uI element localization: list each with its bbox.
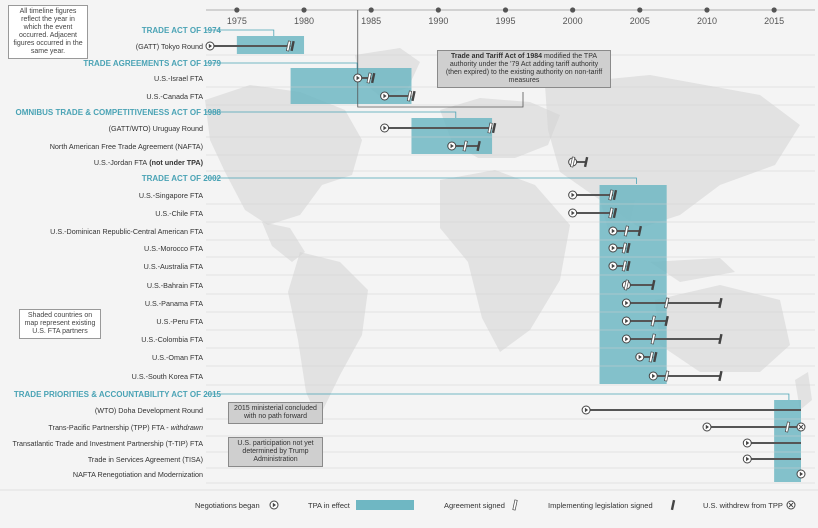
x-axis-tick-dot [503, 7, 508, 12]
row-label: U.S.-Morocco FTA [144, 244, 203, 253]
legend-negotiations-label: Negotiations began [195, 501, 260, 510]
row-label: U.S.-Panama FTA [144, 299, 203, 308]
heading-connector [206, 112, 456, 118]
callout-text: modified the TPA authority under the '79 Act adding tariff authority (then expired) to the existing authority on non-tariff measures [445, 53, 603, 84]
row-label: (WTO) Doha Development Round [94, 406, 203, 415]
x-axis-tick-dot [637, 7, 642, 12]
row-label: (GATT) Tokyo Round [135, 42, 203, 51]
row-label: U.S.-Colombia FTA [141, 335, 203, 344]
x-axis-tick-label: 1985 [361, 16, 382, 26]
x-axis-tick-label: 2010 [696, 16, 717, 26]
heading-connector [206, 178, 636, 184]
x-axis-tick-dot [704, 7, 709, 12]
row-label: U.S.-Oman FTA [152, 353, 203, 362]
row-label: Transatlantic Trade and Investment Partnership (T-TIP) FTA [12, 439, 203, 448]
doha-note: 2015 ministerial concluded with no path forward [228, 402, 323, 424]
shaded-countries-note: Shaded countries on map represent existing U.S. FTA partners [19, 309, 101, 339]
row-label: U.S.-Peru FTA [156, 317, 203, 326]
row-label: U.S.-Bahrain FTA [146, 281, 203, 290]
row-label: U.S.-Israel FTA [154, 74, 203, 83]
ttip-note: U.S. participation not yet determined by Trump Administration [228, 437, 323, 467]
legend-signed-label: Agreement signed [444, 501, 505, 510]
implementing-legislation-marker [411, 91, 415, 101]
x-axis-tick-label: 1990 [428, 16, 449, 26]
x-axis-tick-dot [772, 7, 777, 12]
row-label: North American Free Trade Agreement (NAFTA) [49, 142, 203, 151]
x-axis-tick-label: 2015 [764, 16, 785, 26]
row-label: U.S.-Singapore FTA [138, 191, 203, 200]
trade-tariff-act-1984-callout [437, 50, 611, 88]
row-label: Trans-Pacific Partnership (TPP) FTA - withdrawn [48, 423, 203, 432]
row-label: U.S.-Jordan FTA (not under TPA) [93, 158, 203, 167]
act-heading: OMNIBUS TRADE & COMPETITIVENESS ACT OF 1988 [15, 108, 221, 117]
legend-tpa-swatch [356, 500, 414, 510]
x-axis-tick-dot [436, 7, 441, 12]
x-axis-tick-dot [369, 7, 374, 12]
x-axis-tick-dot [301, 7, 306, 12]
timeline-note: All timeline figures reflect the year in which the event occurred. Adjacent figures occurred in the same year. [8, 5, 88, 59]
legend-signed-marker [513, 500, 517, 510]
legend-implementing-marker [671, 500, 675, 510]
legend-tpa-label: TPA in effect [308, 501, 350, 510]
x-axis-tick-label: 1975 [226, 16, 247, 26]
row-label: U.S.-Chile FTA [155, 209, 203, 218]
tpa-period-1 [291, 68, 412, 104]
legend-implementing-label: Implementing legislation signed [548, 501, 653, 510]
callout-bold-text: Trade and Tariff Act of 1984 [450, 53, 543, 60]
x-axis-tick-dot [570, 7, 575, 12]
heading-connector [206, 394, 789, 400]
row-label-suffix: (not under TPA) [147, 158, 203, 167]
x-axis-tick-label: 1995 [495, 16, 516, 26]
row-label: U.S.-Canada FTA [146, 92, 203, 101]
row-label: Trade in Services Agreement (TISA) [87, 455, 203, 464]
row-label: U.S.-Australia FTA [143, 262, 203, 271]
row-label: NAFTA Renegotiation and Modernization [72, 470, 203, 479]
implementing-legislation-marker [492, 123, 496, 133]
row-label: U.S.-South Korea FTA [131, 372, 203, 381]
row-label: U.S.-Dominican Republic-Central American FTA [50, 227, 203, 236]
x-axis-tick-label: 2005 [629, 16, 650, 26]
act-heading: TRADE AGREEMENTS ACT OF 1979 [83, 59, 221, 68]
act-heading: TRADE PRIORITIES & ACCOUNTABILITY ACT OF 2015 [13, 390, 221, 399]
tpa-period-4 [774, 400, 801, 482]
legend-withdrew-label: U.S. withdrew from TPP [703, 501, 783, 510]
act-heading: TRADE ACT OF 1974 [141, 26, 221, 35]
row-label-suffix: withdrawn [170, 423, 203, 432]
x-axis-tick-label: 1980 [294, 16, 315, 26]
x-axis-tick-label: 2000 [562, 16, 583, 26]
x-axis-tick-dot [234, 7, 239, 12]
row-label: (GATT/WTO) Uruguay Round [108, 124, 203, 133]
act-heading: TRADE ACT OF 2002 [141, 174, 221, 183]
